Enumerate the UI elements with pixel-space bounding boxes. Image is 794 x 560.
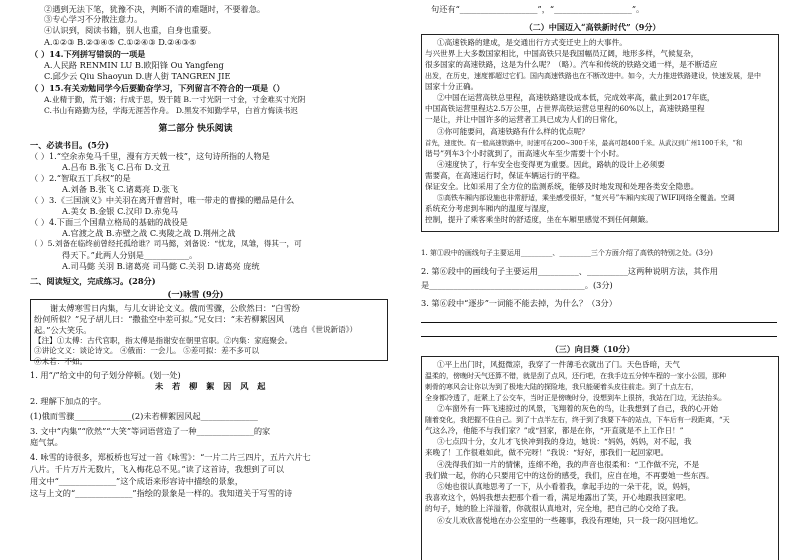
q14-options-cd: C.邱少云 Qiu Shaoyun D.唐人街 TANGREN JIE <box>44 71 231 81</box>
reading2-title: （二）中国迈入“高铁新时代”（9分） <box>524 22 661 32</box>
article-line-4: 出发，在历史，速度都超过它们。国内高速铁路也在不断改进中。如今，大力推进铁路建设，快速发展，是中 <box>425 72 761 80</box>
note-line-3: ⑥未若：不如。 <box>34 357 88 366</box>
r1-stem: （ ）1.“空余赤兔马千里，漫有方天戟一枝”，这句诗所指的人物是 <box>30 151 270 161</box>
answer-line-1 <box>421 322 777 323</box>
r2-options: A.刘备 B.张飞 C.诸葛亮 D.张飞 <box>62 184 179 194</box>
q13-option-3: ③专心学习不分散注意力。 <box>44 14 143 24</box>
q13-option-4: ④认识到，阅读书籍，别人也重，自身也重要。 <box>44 25 216 35</box>
story-line-3: 刺骨的寒风会让你以为到了极地大陆的探险地，我只能硬着头皮往前走。到了十点左右， <box>425 383 698 391</box>
r5-options: A.司马懿 关羽 B.诸葛亮 司马懿 C.关羽 D.诸葛亮 庞统 <box>62 261 260 271</box>
article-line-3: 很多国家的高速铁路，这是为什么呢？（略）。汽车和传统的铁路交通一样，是不断适应 <box>425 60 718 69</box>
r2-stem: （ ）2.“智取五丁兵权”的是 <box>30 173 131 183</box>
r3-options: A.美女 B.金银 C.汉印 D.赤兔马 <box>62 206 179 216</box>
right-column <box>397 0 794 560</box>
article-line-1: ①高速铁路的建成，是交通出行方式变迁史上的大事件。 <box>437 38 627 47</box>
question-2: 2. 理解下加点的字。 <box>30 396 106 406</box>
story-line-7: 气这么冷，他能不与我们家？”或“回家，都是在你，“开直就是不上工作日！” <box>425 426 684 435</box>
story-line-9: 来晚了！工作很难如此，做不完呀！”我说：“好好，那我们一起回家吧。 <box>425 448 669 457</box>
question-3-cont: 庭气氛。 <box>30 437 63 447</box>
passage-line-1: 谢太傅寒雪日内集，与儿女讲论文义。俄而雪骤，公欣然曰：“白雪纷 <box>50 303 300 313</box>
question-1-sentence: 未 若 柳 絮 因 风 起 <box>155 381 269 391</box>
note-line-1: 【注】①太傅：古代官职，指太傅是指谢安在朝里官职。②内集：家庭聚会。 <box>34 336 293 345</box>
q14-stem: （ ）14.下列拼写错误的一项是 <box>30 49 146 59</box>
q13-option-2: ②遇到无法下笔，犹豫不决，判断不清的难题时，不要着急。 <box>44 4 266 14</box>
article-line-6: ②中国在运营高铁总里程，高速铁路建设成本低，完成效率高，截止到2017年底， <box>437 93 715 102</box>
q14-options-ab: A.人民路 RENMIN LU B.欧阳锋 Ou Yangfeng <box>44 60 224 70</box>
question-1: 1. 用“/”给文中的句子划分停顿。(划一处) <box>30 370 181 380</box>
article-line-15: ⑤高铁车厢内部设施也非常舒适，乘坐感受很好，“复兴号”车厢内实现了WIFI网络全覆盖。空调 <box>437 194 735 202</box>
reading3-title: （三）向日葵（10分） <box>550 344 635 354</box>
passage-source: （选自《世说新语》） <box>285 325 358 334</box>
story-line-12: ⑤她也很认真地思考了一下，从小看着我，拿起手边的一朵干花，说，妈妈， <box>437 482 696 491</box>
story-line-6: 随着变化，我把握不住自己。到了十点半左右，终于到了我要下车的站点，下车后有一段距离，“天 <box>425 416 730 424</box>
question-4-line-2: 八片。千片万片无数片，飞入梅花总不见。”读了这首诗，我想到了可以 <box>30 464 284 474</box>
article-line-10: 首先，速度快。有一般高速铁路中，时速可在200~300千米，最高可超400千米。从武汉到广州1100千米，“和 <box>425 139 743 147</box>
article-line-17: 控制，提升了乘客乘坐时的舒适度，坐在车厢里感觉不到任何颠簸。 <box>425 215 653 224</box>
article-line-9: ③你可能要问，高速铁路有什么样的优点呢？ <box>437 127 589 136</box>
q15-stem: （ ）15.有关劝勉同学今后要勤奋学习，下列留言不符合的一项是（） <box>30 83 285 93</box>
r3-stem: （ ）3.《三国演义》中关羽在离开曹营时，唯一带走的曹操的赠品是什么 <box>30 195 295 205</box>
passage-line-2: 纷何所似？”兄子胡儿曰：“撒盐空中差可拟。”兄女曰：“未若柳絮因风 <box>34 314 285 324</box>
section2-heading: 二、阅读短文，完成练习。(28分) <box>30 276 156 286</box>
part2-heading: 第二部分 快乐阅读 <box>158 124 233 134</box>
article-line-16: 系统充分考虑到车厢内的温度与湿度， <box>425 204 555 213</box>
q13-choices: A.①②③ B.②③④⑤ C.①②④③ D.②④③⑤ <box>44 37 197 47</box>
story-line-4: 全身都冷透了，赶紧上了公交车，当时正是傍晚时分，没想到车上很挤，我站在门边，无法抬头。 <box>425 394 726 402</box>
r1-options: A.吕布 B.张飞 C.吕布 D.文丑 <box>62 162 170 172</box>
article-line-5: 国家十分正确。 <box>425 82 479 91</box>
question-4: 4. 咏雪的诗很多，郑板桥也写过一首《咏雪》：“一片二片三四片，五片六片七 <box>30 452 311 462</box>
question-2-items: (1)俄而雪骤______________(2)未若柳絮因风起______________ <box>30 411 258 421</box>
story-line-10: ④洗得我们如一片的情愫，连绵不绝，我的声音也很柔和：“工作做不完，不是 <box>437 460 700 469</box>
story-line-11: 我们做一起，你的心只要用它中的这份的感受，我们，应自在地，不再要她一些东西。 <box>425 471 714 480</box>
reading2-question-3: 3. 第⑥段中“逐步”一词能不能去掉，为什么？（3分） <box>421 298 617 308</box>
story-line-13: 我喜欢这个，妈妈我想去把那个看一看，满足地露出了笑，开心地跟我回家吧。 <box>425 493 691 502</box>
section1-heading: 一、必读书目。(5分) <box>30 140 109 150</box>
story-line-2: 温柔的，傍晚时天气还算不错，就是刮了点风，还行吧，在我手边五分钟车程的一家小公园，那种 <box>425 372 726 380</box>
poem-lines-answer: 句还有“___________________”，“___________________”。 <box>431 4 645 14</box>
article-line-12: ④速度快了，行车安全也变得更为重要。因此，路轨的设计上必须要 <box>437 160 665 169</box>
story-line-14: 的句子，她的脸上洋溢着，你就很认真地对，完全地，把自己的心交给了我。 <box>425 504 684 513</box>
r4-stem: （ ）4.下面三个国鼎立格局的基础的战役是 <box>30 217 188 227</box>
passage-line-3: 起。”公大笑乐。 <box>34 325 92 335</box>
article-line-14: 保证安全。比如采用了全方位的监测系统，能够及时地发现和处理各类安全隐患。 <box>425 182 699 191</box>
r5-stem-cont: 得天下。”此两人分别是___________。 <box>62 250 198 260</box>
article-line-2: 与兴世界上大多数国家相比，中国高铁只是我国幅员辽阔，地形多样，气候复杂， <box>425 49 699 58</box>
reading2-question-1: 1. 第①段中的画线句子主要运用_________、_________三个方面介绍了高铁的特别之处。(3分) <box>421 249 713 257</box>
q15-options-cd: C.书山有路勤为径，学海无涯苦作舟。 D.黑发不知勤学早，白首方悔读书迟 <box>44 106 299 115</box>
r4-options: A.官渡之战 B.赤壁之战 C.夷陵之战 D.荆州之战 <box>62 228 236 238</box>
note-line-2: ③讲论文义：谈论诗文。 ④俄而：一会儿。 ⑤差可拟：差不多可以 <box>34 346 260 355</box>
reading2-question-2-cont: 是______________________________________。(3分) <box>421 280 613 290</box>
q15-options-ab: A.业精于勤，荒于嬉；行成于思，毁于随 B.一寸光阴一寸金，寸金难买寸光阴 <box>44 95 306 104</box>
story-line-5: ②车窗外有一阵飞速掠过的风景，飞翔着的灰色的鸟，让我想到了自己，我的心开始 <box>437 404 718 413</box>
question-3: 3. 文中“内集”“欣然”“大笑”等词语营造了一种______________的家 <box>30 426 271 436</box>
article-line-8: 一是让，并让中国许多的运营者工具已成为人们的日常化， <box>425 115 623 124</box>
reading1-title: (一)咏雪 (9分) <box>167 289 224 299</box>
answer-line-2 <box>421 336 777 337</box>
article-line-7: 中国高铁运营里程达2.5万公里，占世界高铁运营总里程的60%以上，高速铁路里程 <box>425 104 705 113</box>
reading2-question-2: 2. 第⑥段中的画线句子主要运用__________、__________这两种说明方法，其作用 <box>421 266 718 276</box>
story-line-15: ⑥女儿欢欣喜悦地在办公室里的一些趣事，我没有理她，只一段一段闪回地忆。 <box>437 516 703 525</box>
story-line-1: ①平上出门时，风挺微凉，我穿了一件薄毛衣就出了门。天色昏暗，天气 <box>437 360 680 369</box>
question-4-line-3: 用文中“______________”这个成语来形容诗中描绘的景象， <box>30 476 244 486</box>
article-line-11: 谐号”列车3个小时就到了，而高速火车至少需要十个小时。 <box>425 149 624 158</box>
story-line-8: ③七点四十分，女儿才飞快冲到我的身边，她说：“妈妈，妈妈，对不起，我 <box>437 437 692 446</box>
article-line-13: 需要高，在高速运行时，保证车辆运行的平稳。 <box>425 171 585 180</box>
question-4-line-4: 这与上文的“______________”指绘的景象是一样的。我知道关于写雪的诗 <box>30 488 293 498</box>
r5-stem: （ ）5.刘备在临终前曾经托孤给谁？司马懿，刘备说：“忧龙，凤雏，得其一，可 <box>30 239 302 248</box>
